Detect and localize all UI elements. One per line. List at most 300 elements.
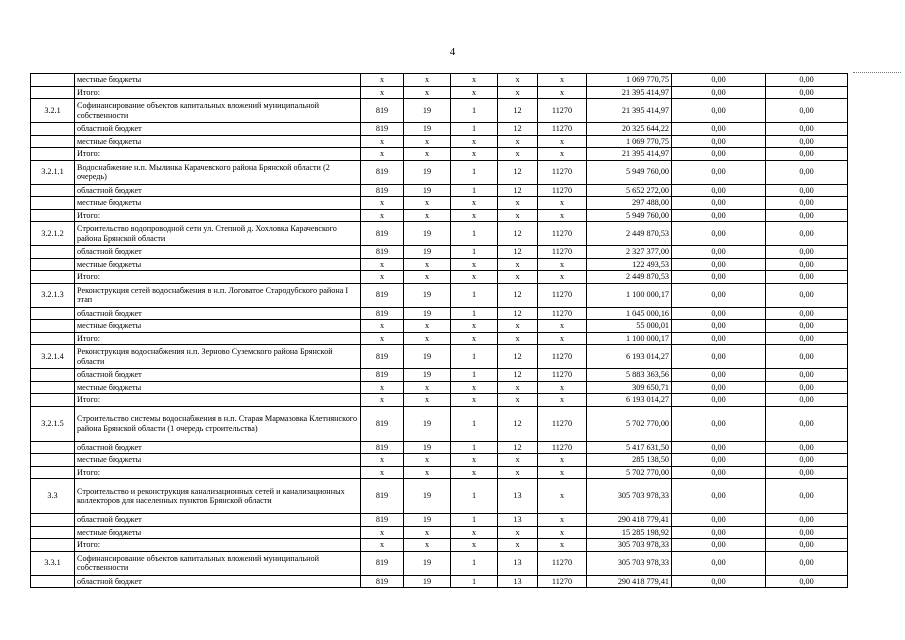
cell-gp: х bbox=[404, 148, 451, 161]
cell-amount-year1: 5 702 770,00 bbox=[587, 406, 672, 441]
cell-pgp: х bbox=[451, 197, 498, 210]
cell-grbs: 819 bbox=[361, 222, 404, 246]
cell-napr: х bbox=[538, 514, 587, 527]
cell-name: местные бюджеты bbox=[75, 135, 361, 148]
cell-code: 3.2.1.2 bbox=[31, 222, 75, 246]
cell-gp: 19 bbox=[404, 575, 451, 588]
cell-om: 12 bbox=[498, 99, 538, 123]
cell-gp: х bbox=[404, 332, 451, 345]
cell-om: 12 bbox=[498, 345, 538, 369]
cell-om: х bbox=[498, 271, 538, 284]
cell-amount-year3: 0,00 bbox=[766, 332, 848, 345]
cell-name: Итого: bbox=[75, 332, 361, 345]
cell-amount-year3: 0,00 bbox=[766, 320, 848, 333]
cell-pgp: 1 bbox=[451, 160, 498, 184]
cell-napr: х bbox=[538, 148, 587, 161]
cell-amount-year3: 0,00 bbox=[766, 307, 848, 320]
cell-amount-year1: 21 395 414,97 bbox=[587, 148, 672, 161]
cell-amount-year3: 0,00 bbox=[766, 466, 848, 479]
cell-amount-year1: 1 100 000,17 bbox=[587, 283, 672, 307]
cell-name: местные бюджеты bbox=[75, 74, 361, 87]
cell-amount-year2: 0,00 bbox=[672, 466, 766, 479]
cell-napr: х bbox=[538, 320, 587, 333]
cell-pgp: х bbox=[451, 466, 498, 479]
table-row-item bbox=[31, 551, 848, 575]
cell-napr: 11270 bbox=[538, 246, 587, 259]
cell-gp: 19 bbox=[404, 246, 451, 259]
cell-gp: 19 bbox=[404, 406, 451, 441]
cell-gp: х bbox=[404, 74, 451, 87]
cell-napr: 11270 bbox=[538, 307, 587, 320]
cell-pgp: 1 bbox=[451, 123, 498, 136]
cell-name: Итого: bbox=[75, 394, 361, 407]
cell-amount-year3: 0,00 bbox=[766, 369, 848, 382]
table-row-item bbox=[31, 99, 848, 123]
cell-amount-year1: 2 449 870,53 bbox=[587, 271, 672, 284]
cell-amount-year3: 0,00 bbox=[766, 246, 848, 259]
cell-om: 12 bbox=[498, 369, 538, 382]
cell-om: 12 bbox=[498, 406, 538, 441]
cell-pgp: 1 bbox=[451, 551, 498, 575]
cell-pgp: х bbox=[451, 526, 498, 539]
cell-napr: 11270 bbox=[538, 184, 587, 197]
cell-code bbox=[31, 86, 75, 99]
table-row-source bbox=[31, 575, 848, 588]
cell-grbs: 819 bbox=[361, 514, 404, 527]
cell-gp: х bbox=[404, 209, 451, 222]
cell-amount-year1: 2 449 870,53 bbox=[587, 222, 672, 246]
cell-code: 3.2.1.3 bbox=[31, 283, 75, 307]
cell-pgp: 1 bbox=[451, 246, 498, 259]
table-row-total bbox=[31, 394, 848, 407]
cell-amount-year3: 0,00 bbox=[766, 160, 848, 184]
cell-gp: 19 bbox=[404, 184, 451, 197]
cell-amount-year1: 15 285 198,92 bbox=[587, 526, 672, 539]
table-row-source bbox=[31, 526, 848, 539]
cell-amount-year3: 0,00 bbox=[766, 575, 848, 588]
cell-pgp: 1 bbox=[451, 406, 498, 441]
cell-amount-year1: 1 069 770,75 bbox=[587, 74, 672, 87]
cell-gp: х bbox=[404, 135, 451, 148]
cell-amount-year3: 0,00 bbox=[766, 514, 848, 527]
cell-code bbox=[31, 466, 75, 479]
cell-napr: х bbox=[538, 332, 587, 345]
cell-amount-year2: 0,00 bbox=[672, 184, 766, 197]
cell-grbs: 819 bbox=[361, 345, 404, 369]
cell-name: Строительство водопроводной сети ул. Степной д. Хохловка Карачевского района Брянской области bbox=[75, 222, 361, 246]
cell-pgp: 1 bbox=[451, 369, 498, 382]
cell-napr: 11270 bbox=[538, 441, 587, 454]
cell-om: 13 bbox=[498, 551, 538, 575]
cell-om: х bbox=[498, 320, 538, 333]
cell-grbs: х bbox=[361, 526, 404, 539]
cell-napr: х bbox=[538, 74, 587, 87]
cell-amount-year3: 0,00 bbox=[766, 135, 848, 148]
table-row-source bbox=[31, 197, 848, 210]
cell-pgp: х bbox=[451, 74, 498, 87]
table-row-item bbox=[31, 479, 848, 514]
table-row-total bbox=[31, 271, 848, 284]
cell-name: Итого: bbox=[75, 466, 361, 479]
cell-amount-year2: 0,00 bbox=[672, 514, 766, 527]
cell-amount-year1: 305 703 978,33 bbox=[587, 479, 672, 514]
cell-code bbox=[31, 332, 75, 345]
cell-code bbox=[31, 526, 75, 539]
cell-amount-year2: 0,00 bbox=[672, 148, 766, 161]
cell-grbs: х bbox=[361, 320, 404, 333]
cell-amount-year3: 0,00 bbox=[766, 394, 848, 407]
page-number: 4 bbox=[449, 46, 456, 58]
cell-amount-year1: 6 193 014,27 bbox=[587, 394, 672, 407]
table-row-total bbox=[31, 332, 848, 345]
cell-amount-year1: 5 949 760,00 bbox=[587, 160, 672, 184]
cell-napr: 11270 bbox=[538, 222, 587, 246]
cell-amount-year1: 122 493,53 bbox=[587, 258, 672, 271]
cell-napr: 11270 bbox=[538, 123, 587, 136]
cell-amount-year2: 0,00 bbox=[672, 394, 766, 407]
cell-om: 12 bbox=[498, 283, 538, 307]
cell-name: Строительство системы водоснабжения в н.п. Старая Мармазовка Клетнянского района Брянской области (1 очередь строительства) bbox=[75, 406, 361, 441]
cell-amount-year2: 0,00 bbox=[672, 526, 766, 539]
cell-gp: 19 bbox=[404, 441, 451, 454]
cell-code: 3.2.1.4 bbox=[31, 345, 75, 369]
cell-napr: х bbox=[538, 271, 587, 284]
cell-om: х bbox=[498, 381, 538, 394]
cell-code bbox=[31, 454, 75, 467]
cell-name: Итого: bbox=[75, 148, 361, 161]
cell-pgp: х bbox=[451, 271, 498, 284]
cell-name: Итого: bbox=[75, 209, 361, 222]
cell-name: областной бюджет bbox=[75, 369, 361, 382]
cell-amount-year2: 0,00 bbox=[672, 222, 766, 246]
cell-om: х bbox=[498, 454, 538, 467]
table-row-source bbox=[31, 369, 848, 382]
table-row-source bbox=[31, 258, 848, 271]
cell-name: Водоснабжение н.п. Мылинка Карачевского района Брянской области (2 очередь) bbox=[75, 160, 361, 184]
cell-pgp: 1 bbox=[451, 283, 498, 307]
cell-pgp: х bbox=[451, 539, 498, 552]
cell-code: 3.2.1.5 bbox=[31, 406, 75, 441]
cell-name: местные бюджеты bbox=[75, 197, 361, 210]
cell-amount-year3: 0,00 bbox=[766, 74, 848, 87]
cell-napr: х bbox=[538, 135, 587, 148]
cell-code bbox=[31, 74, 75, 87]
cell-amount-year3: 0,00 bbox=[766, 345, 848, 369]
cell-amount-year2: 0,00 bbox=[672, 332, 766, 345]
cell-code bbox=[31, 307, 75, 320]
cell-name: Софинансирование объектов капитальных вложений муниципальной собственности bbox=[75, 551, 361, 575]
table-row-item bbox=[31, 406, 848, 441]
cell-gp: х bbox=[404, 539, 451, 552]
cell-napr: 11270 bbox=[538, 160, 587, 184]
cell-grbs: х bbox=[361, 394, 404, 407]
cell-amount-year2: 0,00 bbox=[672, 539, 766, 552]
cell-amount-year2: 0,00 bbox=[672, 271, 766, 284]
cell-name: Реконструкция сетей водоснабжения в н.п. Логоватое Стародубского района I этап bbox=[75, 283, 361, 307]
cell-napr: х bbox=[538, 209, 587, 222]
cell-name: местные бюджеты bbox=[75, 320, 361, 333]
cell-code bbox=[31, 369, 75, 382]
cell-pgp: х bbox=[451, 332, 498, 345]
cell-grbs: 819 bbox=[361, 246, 404, 259]
cell-amount-year2: 0,00 bbox=[672, 283, 766, 307]
cell-gp: 19 bbox=[404, 479, 451, 514]
cell-code bbox=[31, 209, 75, 222]
cell-om: 12 bbox=[498, 307, 538, 320]
cell-code bbox=[31, 123, 75, 136]
cell-amount-year1: 5 949 760,00 bbox=[587, 209, 672, 222]
cell-amount-year2: 0,00 bbox=[672, 381, 766, 394]
cell-amount-year3: 0,00 bbox=[766, 148, 848, 161]
cell-name: Итого: bbox=[75, 86, 361, 99]
table-row-source bbox=[31, 381, 848, 394]
cell-code bbox=[31, 441, 75, 454]
cell-gp: 19 bbox=[404, 514, 451, 527]
cell-amount-year1: 290 418 779,41 bbox=[587, 514, 672, 527]
cell-pgp: х bbox=[451, 454, 498, 467]
cell-pgp: х bbox=[451, 258, 498, 271]
cell-grbs: 819 bbox=[361, 99, 404, 123]
cell-grbs: х bbox=[361, 332, 404, 345]
cell-name: областной бюджет bbox=[75, 441, 361, 454]
cell-pgp: х bbox=[451, 209, 498, 222]
cell-om: х bbox=[498, 209, 538, 222]
cell-amount-year1: 1 045 000,16 bbox=[587, 307, 672, 320]
cell-grbs: х bbox=[361, 135, 404, 148]
cell-amount-year2: 0,00 bbox=[672, 320, 766, 333]
cell-name: местные бюджеты bbox=[75, 258, 361, 271]
cell-pgp: 1 bbox=[451, 514, 498, 527]
cell-amount-year2: 0,00 bbox=[672, 135, 766, 148]
cell-om: 12 bbox=[498, 246, 538, 259]
cell-grbs: х bbox=[361, 271, 404, 284]
cell-amount-year3: 0,00 bbox=[766, 551, 848, 575]
table-row-item bbox=[31, 160, 848, 184]
cell-om: 12 bbox=[498, 222, 538, 246]
cell-code bbox=[31, 320, 75, 333]
cell-om: 12 bbox=[498, 123, 538, 136]
cell-pgp: х bbox=[451, 394, 498, 407]
cell-grbs: 819 bbox=[361, 307, 404, 320]
cell-napr: 11270 bbox=[538, 551, 587, 575]
cell-amount-year2: 0,00 bbox=[672, 406, 766, 441]
cell-grbs: х bbox=[361, 466, 404, 479]
cell-grbs: 819 bbox=[361, 575, 404, 588]
cell-pgp: 1 bbox=[451, 345, 498, 369]
cell-amount-year1: 285 138,50 bbox=[587, 454, 672, 467]
cell-napr: х bbox=[538, 526, 587, 539]
cell-grbs: 819 bbox=[361, 283, 404, 307]
cell-amount-year2: 0,00 bbox=[672, 160, 766, 184]
cell-gp: 19 bbox=[404, 222, 451, 246]
cell-code bbox=[31, 148, 75, 161]
table-row-source bbox=[31, 514, 848, 527]
cell-code bbox=[31, 575, 75, 588]
cell-pgp: 1 bbox=[451, 307, 498, 320]
cell-om: х bbox=[498, 148, 538, 161]
cell-amount-year1: 305 703 978,33 bbox=[587, 551, 672, 575]
cell-gp: х bbox=[404, 466, 451, 479]
cell-napr: 11270 bbox=[538, 283, 587, 307]
cell-grbs: х bbox=[361, 258, 404, 271]
cell-grbs: 819 bbox=[361, 406, 404, 441]
cell-om: х bbox=[498, 135, 538, 148]
cell-amount-year2: 0,00 bbox=[672, 575, 766, 588]
cell-gp: х bbox=[404, 320, 451, 333]
cell-pgp: х bbox=[451, 86, 498, 99]
cell-gp: х bbox=[404, 271, 451, 284]
cell-code bbox=[31, 514, 75, 527]
cell-gp: х bbox=[404, 394, 451, 407]
cell-om: х bbox=[498, 332, 538, 345]
cell-name: областной бюджет bbox=[75, 514, 361, 527]
cell-amount-year2: 0,00 bbox=[672, 123, 766, 136]
cell-code bbox=[31, 381, 75, 394]
cell-pgp: х bbox=[451, 148, 498, 161]
cell-gp: х bbox=[404, 381, 451, 394]
cell-grbs: х bbox=[361, 381, 404, 394]
cell-name: Реконструкция водоснабжения н.п. Зерново Суземского района Брянской области bbox=[75, 345, 361, 369]
cell-grbs: х bbox=[361, 209, 404, 222]
cell-code bbox=[31, 394, 75, 407]
cell-code bbox=[31, 271, 75, 284]
cell-gp: 19 bbox=[404, 369, 451, 382]
cell-pgp: х bbox=[451, 381, 498, 394]
budget-table bbox=[30, 73, 848, 588]
cell-om: х bbox=[498, 539, 538, 552]
cell-amount-year1: 21 395 414,97 bbox=[587, 99, 672, 123]
cell-amount-year2: 0,00 bbox=[672, 99, 766, 123]
cell-om: х bbox=[498, 394, 538, 407]
margin-dotted-mark bbox=[853, 72, 901, 73]
cell-napr: 11270 bbox=[538, 99, 587, 123]
cell-gp: х bbox=[404, 454, 451, 467]
cell-grbs: х bbox=[361, 539, 404, 552]
cell-gp: х bbox=[404, 526, 451, 539]
cell-pgp: 1 bbox=[451, 479, 498, 514]
cell-gp: 19 bbox=[404, 551, 451, 575]
cell-napr: х bbox=[538, 466, 587, 479]
cell-napr: х bbox=[538, 381, 587, 394]
cell-pgp: 1 bbox=[451, 441, 498, 454]
cell-grbs: х bbox=[361, 454, 404, 467]
cell-napr: 11270 bbox=[538, 406, 587, 441]
table-row-source bbox=[31, 184, 848, 197]
cell-napr: х bbox=[538, 454, 587, 467]
cell-code: 3.2.1 bbox=[31, 99, 75, 123]
cell-napr: х bbox=[538, 479, 587, 514]
cell-name: областной бюджет bbox=[75, 575, 361, 588]
cell-name: Строительство и реконструкция канализационных сетей и канализационных коллекторов для населенных пунктов Брянской области bbox=[75, 479, 361, 514]
cell-om: 12 bbox=[498, 184, 538, 197]
table-row-source bbox=[31, 454, 848, 467]
cell-name: Итого: bbox=[75, 539, 361, 552]
cell-amount-year2: 0,00 bbox=[672, 369, 766, 382]
table-row-total bbox=[31, 148, 848, 161]
table-row-total bbox=[31, 539, 848, 552]
cell-grbs: 819 bbox=[361, 184, 404, 197]
cell-napr: х bbox=[538, 539, 587, 552]
cell-om: 12 bbox=[498, 441, 538, 454]
cell-amount-year2: 0,00 bbox=[672, 479, 766, 514]
cell-gp: х bbox=[404, 86, 451, 99]
cell-amount-year3: 0,00 bbox=[766, 222, 848, 246]
cell-name: областной бюджет bbox=[75, 246, 361, 259]
cell-code bbox=[31, 539, 75, 552]
cell-amount-year2: 0,00 bbox=[672, 345, 766, 369]
cell-grbs: 819 bbox=[361, 551, 404, 575]
cell-code bbox=[31, 197, 75, 210]
cell-amount-year2: 0,00 bbox=[672, 258, 766, 271]
cell-amount-year1: 305 703 978,33 bbox=[587, 539, 672, 552]
cell-code: 3.3.1 bbox=[31, 551, 75, 575]
cell-amount-year2: 0,00 bbox=[672, 86, 766, 99]
cell-om: х bbox=[498, 197, 538, 210]
cell-om: х bbox=[498, 526, 538, 539]
cell-amount-year1: 1 069 770,75 bbox=[587, 135, 672, 148]
cell-pgp: 1 bbox=[451, 99, 498, 123]
cell-napr: 11270 bbox=[538, 345, 587, 369]
cell-om: 13 bbox=[498, 514, 538, 527]
table-row-total bbox=[31, 86, 848, 99]
cell-amount-year1: 6 193 014,27 bbox=[587, 345, 672, 369]
cell-gp: х bbox=[404, 258, 451, 271]
cell-code bbox=[31, 184, 75, 197]
cell-amount-year2: 0,00 bbox=[672, 454, 766, 467]
table-row-total bbox=[31, 466, 848, 479]
table-row-source bbox=[31, 246, 848, 259]
cell-gp: 19 bbox=[404, 123, 451, 136]
cell-grbs: х bbox=[361, 148, 404, 161]
cell-amount-year2: 0,00 bbox=[672, 441, 766, 454]
cell-om: 12 bbox=[498, 160, 538, 184]
cell-napr: 11270 bbox=[538, 369, 587, 382]
cell-gp: 19 bbox=[404, 99, 451, 123]
cell-pgp: 1 bbox=[451, 575, 498, 588]
cell-amount-year2: 0,00 bbox=[672, 74, 766, 87]
cell-name: областной бюджет bbox=[75, 307, 361, 320]
cell-amount-year1: 309 650,71 bbox=[587, 381, 672, 394]
cell-amount-year3: 0,00 bbox=[766, 526, 848, 539]
cell-amount-year3: 0,00 bbox=[766, 123, 848, 136]
cell-amount-year1: 2 327 377,00 bbox=[587, 246, 672, 259]
table-row-source bbox=[31, 123, 848, 136]
cell-pgp: х bbox=[451, 135, 498, 148]
cell-name: местные бюджеты bbox=[75, 526, 361, 539]
cell-gp: х bbox=[404, 197, 451, 210]
cell-amount-year3: 0,00 bbox=[766, 381, 848, 394]
cell-pgp: х bbox=[451, 320, 498, 333]
cell-name: местные бюджеты bbox=[75, 454, 361, 467]
cell-name: местные бюджеты bbox=[75, 381, 361, 394]
cell-code: 3.3 bbox=[31, 479, 75, 514]
cell-amount-year2: 0,00 bbox=[672, 246, 766, 259]
cell-amount-year3: 0,00 bbox=[766, 99, 848, 123]
cell-code: 3.2.1.1 bbox=[31, 160, 75, 184]
cell-om: х bbox=[498, 86, 538, 99]
cell-amount-year1: 5 883 363,56 bbox=[587, 369, 672, 382]
cell-gp: 19 bbox=[404, 160, 451, 184]
cell-amount-year1: 55 000,01 bbox=[587, 320, 672, 333]
cell-amount-year1: 20 325 644,22 bbox=[587, 123, 672, 136]
table-row-item bbox=[31, 345, 848, 369]
cell-grbs: 819 bbox=[361, 441, 404, 454]
cell-napr: х bbox=[538, 258, 587, 271]
cell-gp: 19 bbox=[404, 283, 451, 307]
table-row-source bbox=[31, 74, 848, 87]
cell-amount-year1: 21 395 414,97 bbox=[587, 86, 672, 99]
cell-napr: х bbox=[538, 197, 587, 210]
